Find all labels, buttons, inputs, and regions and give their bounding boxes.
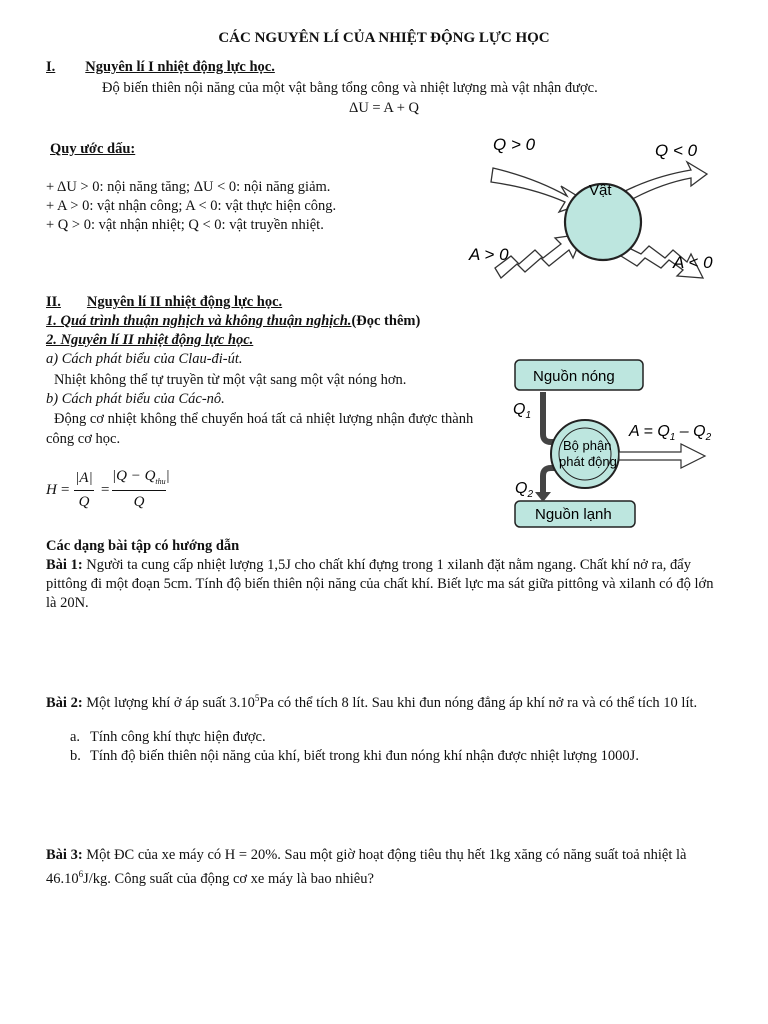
exercise-1-text: Người ta cung cấp nhiệt lượng 1,5J cho chất khí đựng trong 1 xilanh đặt nằm ngang. Chất khí nở ra, đẩy pittông đi một đoạn 5cm. Tính độ biến thiên nội năng của chất khí. Biết lực ma sát giữa pittông và xilanh có độ lớn là 20N. xyxy=(46,557,714,611)
exercise-1 xyxy=(46,556,718,613)
work-text: A = Q xyxy=(629,423,670,440)
clausius-heading: a) Cách phát biểu của Clau-đi-út. xyxy=(46,351,243,367)
q1-text: Q xyxy=(513,401,526,418)
h-fraction-bar-2 xyxy=(112,490,166,491)
h-num2-sub: thu xyxy=(155,477,166,486)
work-sub1: 1 xyxy=(669,432,676,443)
q1-label xyxy=(513,401,531,421)
exercise-3-label: Bài 3: xyxy=(46,847,83,863)
h-equals: = xyxy=(60,482,71,498)
exercise-3-sup: 6 xyxy=(78,869,84,879)
engine-label-1: Bộ phận xyxy=(563,438,612,453)
section2-subheading-2: 2. Nguyên lí II nhiệt động lực học. xyxy=(46,332,254,348)
carnot-statement: Động cơ nhiệt không thể chuyển hoá tất cả nhiệt lượng nhận được thành công cơ học. xyxy=(46,411,474,447)
q-negative-label: Q < 0 xyxy=(655,141,698,160)
work-arrow xyxy=(619,444,705,468)
heat-engine-diagram xyxy=(505,356,730,536)
h-den1: Q xyxy=(78,494,90,510)
exercise-2-item-b: b. Tính độ biến thiên nội năng của khí, biết trong khi đun nóng khí nhận được nhiệt lượng 1000J. xyxy=(70,748,639,764)
sign-convention-diagram xyxy=(455,128,725,308)
exercise-2-sup: 5 xyxy=(254,693,260,703)
a-positive-label: A > 0 xyxy=(469,245,509,264)
q1-arrow xyxy=(543,392,557,442)
q-positive-label: Q > 0 xyxy=(493,135,536,154)
body-label: Vật xyxy=(589,182,612,199)
section1-heading-text: Nguyên lí I nhiệt động lực học. xyxy=(85,59,275,75)
exercise-2-item-b-text: Tính độ biến thiên nội năng của khí, biết trong khi đun nóng khí nhận được nhiệt lượng 1000J. xyxy=(90,748,639,764)
exercise-2-item-a-text: Tính công khí thực hiện được. xyxy=(90,729,266,745)
subheading-1-note: (Đọc thêm) xyxy=(351,313,421,329)
section1-heading-number: I. xyxy=(46,59,56,75)
q2-label xyxy=(515,480,533,500)
work-label xyxy=(628,423,712,443)
exercise-1-label: Bài 1: xyxy=(46,557,83,573)
q2-text: Q xyxy=(515,480,528,497)
section2-heading xyxy=(46,294,282,311)
q2-sub: 2 xyxy=(527,489,534,500)
h-num2-text: Q − Q xyxy=(116,468,156,484)
h-numerator-2: $|Q - Q_{thu}|$ xyxy=(112,468,170,486)
clausius-statement: Nhiệt không thể tự truyền từ một vật sang một vật nóng hơn. xyxy=(54,372,407,388)
exercise-2-text-pre: Một lượng khí ở áp suất 3.10 xyxy=(86,694,255,711)
sign-convention-heading: Quy ước dấu: xyxy=(50,141,136,157)
section2-heading-number: II. xyxy=(46,294,61,310)
hot-source-label: Nguồn nóng xyxy=(533,368,615,385)
section2-subheading-1 xyxy=(46,313,420,330)
exercises-heading: Các dạng bài tập có hướng dẫn xyxy=(46,538,240,554)
section1-heading xyxy=(46,59,275,76)
page-title: CÁC NGUYÊN LÍ CỦA NHIỆT ĐỘNG LỰC HỌC xyxy=(218,30,550,46)
h-a: A xyxy=(79,470,89,486)
sign-rule-a: + A > 0: vật nhận công; A < 0: vật thực hiện công. xyxy=(46,198,337,214)
exercise-3-text-pre: Một ĐC của xe máy có H = 20%. Sau một giờ hoạt động tiêu thụ hết 1kg xăng có năng suất toả nhiệt là 46.10 xyxy=(46,847,687,887)
q1-sub: 1 xyxy=(525,410,532,421)
exercise-2 xyxy=(46,689,718,713)
cold-source-label: Nguồn lạnh xyxy=(535,506,612,523)
exercise-3-text-post: J/kg. Công suất của động cơ xe máy là bao nhiêu? xyxy=(83,870,374,887)
h-equals-2: = xyxy=(100,482,111,498)
engine-label-2: phát động xyxy=(559,454,617,469)
exercise-2-label: Bài 2: xyxy=(46,694,83,711)
a-negative-label: A < 0 xyxy=(673,253,713,272)
carnot-heading: b) Cách phát biểu của Các-nô. xyxy=(46,391,225,407)
subheading-1-text: 1. Quá trình thuận nghịch và không thuận nghịch. xyxy=(46,313,352,329)
h-symbol: H xyxy=(46,482,57,498)
exercise-3 xyxy=(46,846,722,889)
h-fraction-bar-1 xyxy=(74,490,94,491)
q-negative-arrow xyxy=(623,162,707,202)
h-abs-a: |A| xyxy=(75,470,93,486)
exercise-2-item-a: a. Tính công khí thực hiện được. xyxy=(70,729,266,745)
section2-heading-text: Nguyên lí II nhiệt động lực học. xyxy=(86,294,283,310)
h-den2: Q xyxy=(133,494,145,510)
law1-statement: Độ biến thiên nội năng của một vật bằng tổng công và nhiệt lượng mà vật nhận được. xyxy=(102,80,598,96)
work-mid: – Q xyxy=(675,423,706,440)
sign-rule-q: + Q > 0: vật nhận nhiệt; Q < 0: vật truyền nhiệt. xyxy=(46,217,324,233)
exercise-2-text-post: Pa có thể tích 8 lít. Sau khi đun nóng đẳng áp khí nở ra và có thể tích 10 lít. xyxy=(259,694,698,711)
work-sub2: 2 xyxy=(705,432,712,443)
sign-rule-du: + ΔU > 0: nội năng tăng; ΔU < 0: nội năng giảm. xyxy=(46,179,331,195)
law1-formula: ΔU = A + Q xyxy=(349,100,419,116)
